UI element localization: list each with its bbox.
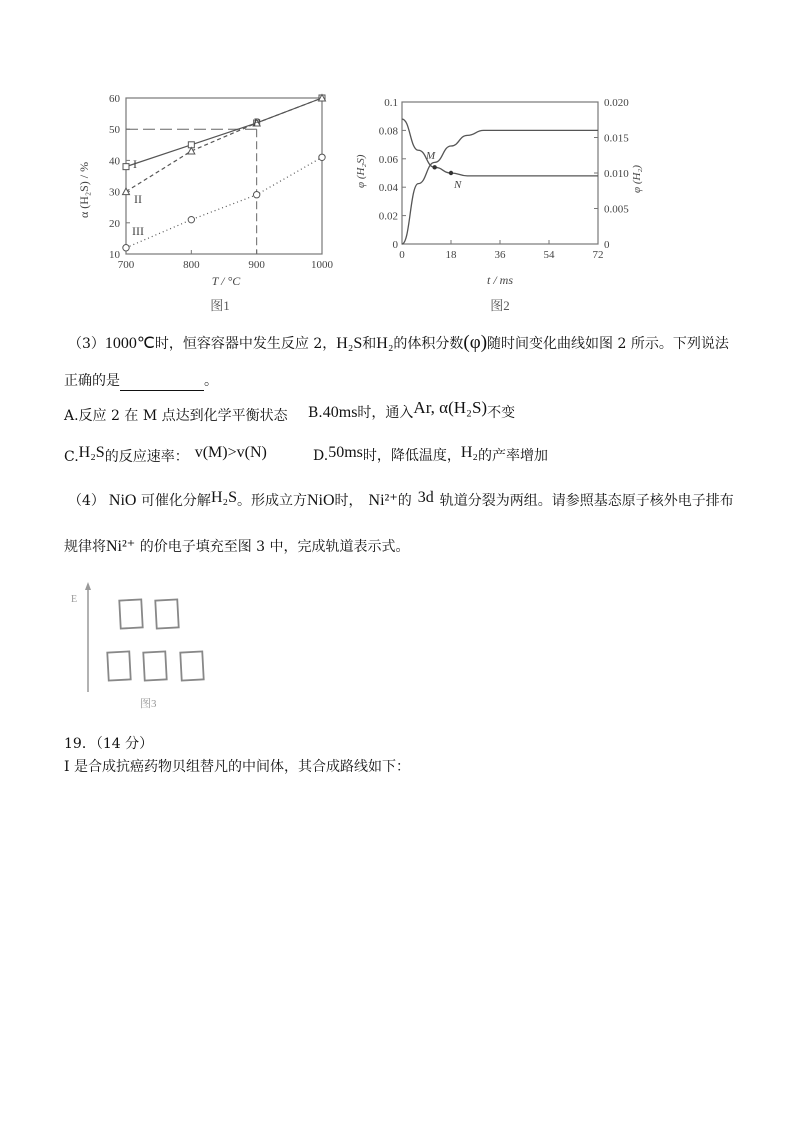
figure2-ytick-right-label: 0.020	[604, 97, 629, 109]
q3-h2s: H₂S	[336, 335, 363, 352]
figure2-ytick-left-label: 0.1	[384, 97, 398, 109]
figure2-point-m-marker	[432, 165, 436, 169]
option-d-time: 50ms	[328, 444, 363, 461]
q4-text-6: 规律将	[64, 539, 106, 555]
q3-text-1: 时，恒容容器中发生反应 2，	[154, 336, 337, 352]
q3-and: 和	[362, 336, 377, 352]
option-a[interactable]: A.反应 2 在 M 点达到化学平衡状态	[64, 408, 288, 424]
figure3-axis-arrow-icon	[85, 582, 91, 590]
q4-line2	[64, 537, 410, 557]
figure1-series-3-line	[126, 157, 322, 247]
figure1-xlabel: T / °C	[211, 274, 241, 288]
option-b-math: Ar, α(H₂S)	[413, 398, 488, 417]
q4-nio-2: NiO	[306, 492, 335, 509]
q3-number: （3）	[68, 336, 105, 352]
figure3-caption: 图3	[140, 698, 157, 710]
figure2-xtick-label: 18	[445, 249, 457, 261]
figure2-h2s-curve	[402, 119, 598, 176]
option-c-math: v(M)>v(N)	[194, 444, 267, 461]
option-d-text: 时，降低温度，	[362, 448, 461, 464]
figure2-xtick-label: 54	[543, 249, 555, 261]
figure1-xtick-label: 1000	[311, 259, 333, 271]
figure2-point-n: N	[454, 179, 462, 191]
q3-temperature: 1000℃	[104, 335, 155, 352]
figure1-series-1-point	[123, 164, 129, 170]
q3-prompt: 正确的是	[64, 373, 120, 389]
q3-answer-blank[interactable]	[120, 375, 204, 391]
figure2-point-m: M	[426, 150, 436, 162]
option-d-end: 的产率增加	[478, 448, 548, 464]
q4-h2s: H₂S	[210, 489, 237, 506]
option-b[interactable]	[308, 398, 516, 423]
q4-orbital: 3d	[417, 489, 434, 506]
figure2-ylabel-left: φ (H₂S)	[355, 154, 367, 188]
figure2-ytick-left-label: 0	[392, 239, 398, 251]
figure1-ytick-label: 30	[109, 186, 120, 199]
figure2-xlabel: t / ms	[486, 273, 514, 287]
figure2-ytick-right-label: 0.015	[604, 132, 629, 145]
figure2-xtick-label: 0	[399, 249, 405, 261]
q4-nio: NiO	[108, 492, 137, 509]
q4-line1	[68, 491, 734, 511]
figure2-xtick-label: 36	[494, 249, 506, 261]
q4-text-5: 轨道分裂为两组。请参照基态原子核外电子排布	[439, 493, 734, 509]
figure1-series-3-point	[253, 192, 259, 198]
option-d-h2: H₂	[460, 444, 478, 461]
q4-number: （4）	[68, 493, 105, 509]
figure2-ytick-left-label: 0.06	[378, 153, 398, 166]
option-b-label: B.	[308, 405, 323, 421]
figure1-series-1-line	[126, 98, 322, 167]
figure2-point-n-marker	[449, 171, 453, 175]
option-c-text: 的反应速率：	[104, 449, 189, 465]
figure1-xtick-label: 900	[248, 259, 265, 271]
figure1-xtick-label: 700	[117, 259, 135, 271]
q4-ni-ion: Ni²⁺	[368, 492, 398, 509]
figure2-ylabel-right: φ (H₂)	[631, 165, 643, 193]
q4-ni-ion-2: Ni²⁺	[106, 538, 136, 555]
figure2-ytick-left-label: 0.04	[378, 182, 398, 195]
option-b-end: 不变	[487, 405, 516, 421]
orbital-box-upper-2[interactable]	[155, 599, 178, 628]
figure1-series-3-point	[123, 245, 129, 251]
figure2-caption: 图2	[490, 298, 510, 313]
figure2-ytick-right-label: 0.010	[604, 168, 629, 180]
orbital-box-lower-1[interactable]	[107, 651, 130, 680]
figure2-chart	[355, 88, 670, 318]
figure1-point-label: P	[253, 115, 261, 129]
q19-heading: 19．（14 分）	[64, 736, 154, 752]
figure2-ytick-right-label: 0.005	[604, 203, 629, 216]
option-c-h2s: H₂S	[78, 444, 105, 461]
figure2-ytick-right-label: 0	[604, 239, 610, 251]
option-b-time: 40ms	[322, 404, 358, 421]
option-c-label: C.	[64, 449, 79, 465]
q3-line1	[68, 333, 729, 354]
q19-text: I 是合成抗癌药物贝组替凡的中间体，其合成路线如下：	[64, 759, 410, 775]
q4-text-2: 。形成立方	[236, 493, 307, 509]
option-d-label: D.	[313, 448, 329, 464]
option-d[interactable]	[313, 446, 548, 466]
q3-text-3: 随时间变化曲线如图 2 所示。下列说法	[487, 336, 729, 352]
orbital-box-upper-1[interactable]	[119, 599, 142, 628]
figure1-series-2-line	[126, 98, 322, 192]
figure3-orbital-diagram	[58, 580, 228, 715]
orbital-box-lower-2[interactable]	[143, 651, 166, 680]
figure1-ytick-label: 20	[109, 217, 120, 230]
q4-text-3: 时，	[334, 493, 363, 509]
figure1-ytick-label: 40	[109, 155, 120, 168]
figure1-ytick-label: 50	[109, 124, 120, 137]
option-c[interactable]	[64, 444, 267, 467]
figure1-chart	[70, 88, 350, 318]
figure1-series-label-2: II	[134, 192, 142, 206]
orbital-box-lower-3[interactable]	[180, 651, 203, 680]
figure2-frame	[402, 102, 598, 244]
figure3-axis-label: E	[71, 594, 78, 605]
figure1-ytick-label: 60	[109, 93, 120, 105]
figure1-series-3-point	[319, 154, 325, 160]
q4-text-7: 的价电子填充至图 3 中，完成轨道表示式。	[139, 539, 410, 555]
figure1-frame	[126, 98, 322, 254]
figure1-series-2-point	[188, 148, 195, 155]
figure2-ytick-left-label: 0.08	[378, 125, 398, 138]
q4-text-4: 的	[397, 493, 412, 509]
q3-h2: H₂	[376, 335, 394, 352]
figure2-ytick-left-label: 0.02	[378, 210, 398, 223]
figure1-series-label-1: I	[133, 157, 137, 171]
figure1-ytick-label: 10	[109, 249, 120, 261]
option-b-text: 时，通入	[357, 405, 414, 421]
figure1-series-3-point	[188, 216, 194, 222]
q4-text-1: 可催化分解	[140, 493, 211, 509]
figure2-h2-curve	[402, 130, 598, 244]
q3-phi: (φ)	[463, 332, 488, 353]
q3-period: 。	[204, 373, 218, 389]
figure2-xtick-label: 72	[592, 249, 604, 261]
figure1-ylabel: α (H₂S) / %	[77, 161, 91, 218]
q3-line2	[64, 371, 218, 391]
q3-text-2: 的体积分数	[393, 336, 464, 352]
figure1-series-label-3: III	[132, 224, 144, 238]
figure1-caption: 图1	[210, 298, 230, 313]
figure1-xtick-label: 800	[183, 259, 200, 271]
